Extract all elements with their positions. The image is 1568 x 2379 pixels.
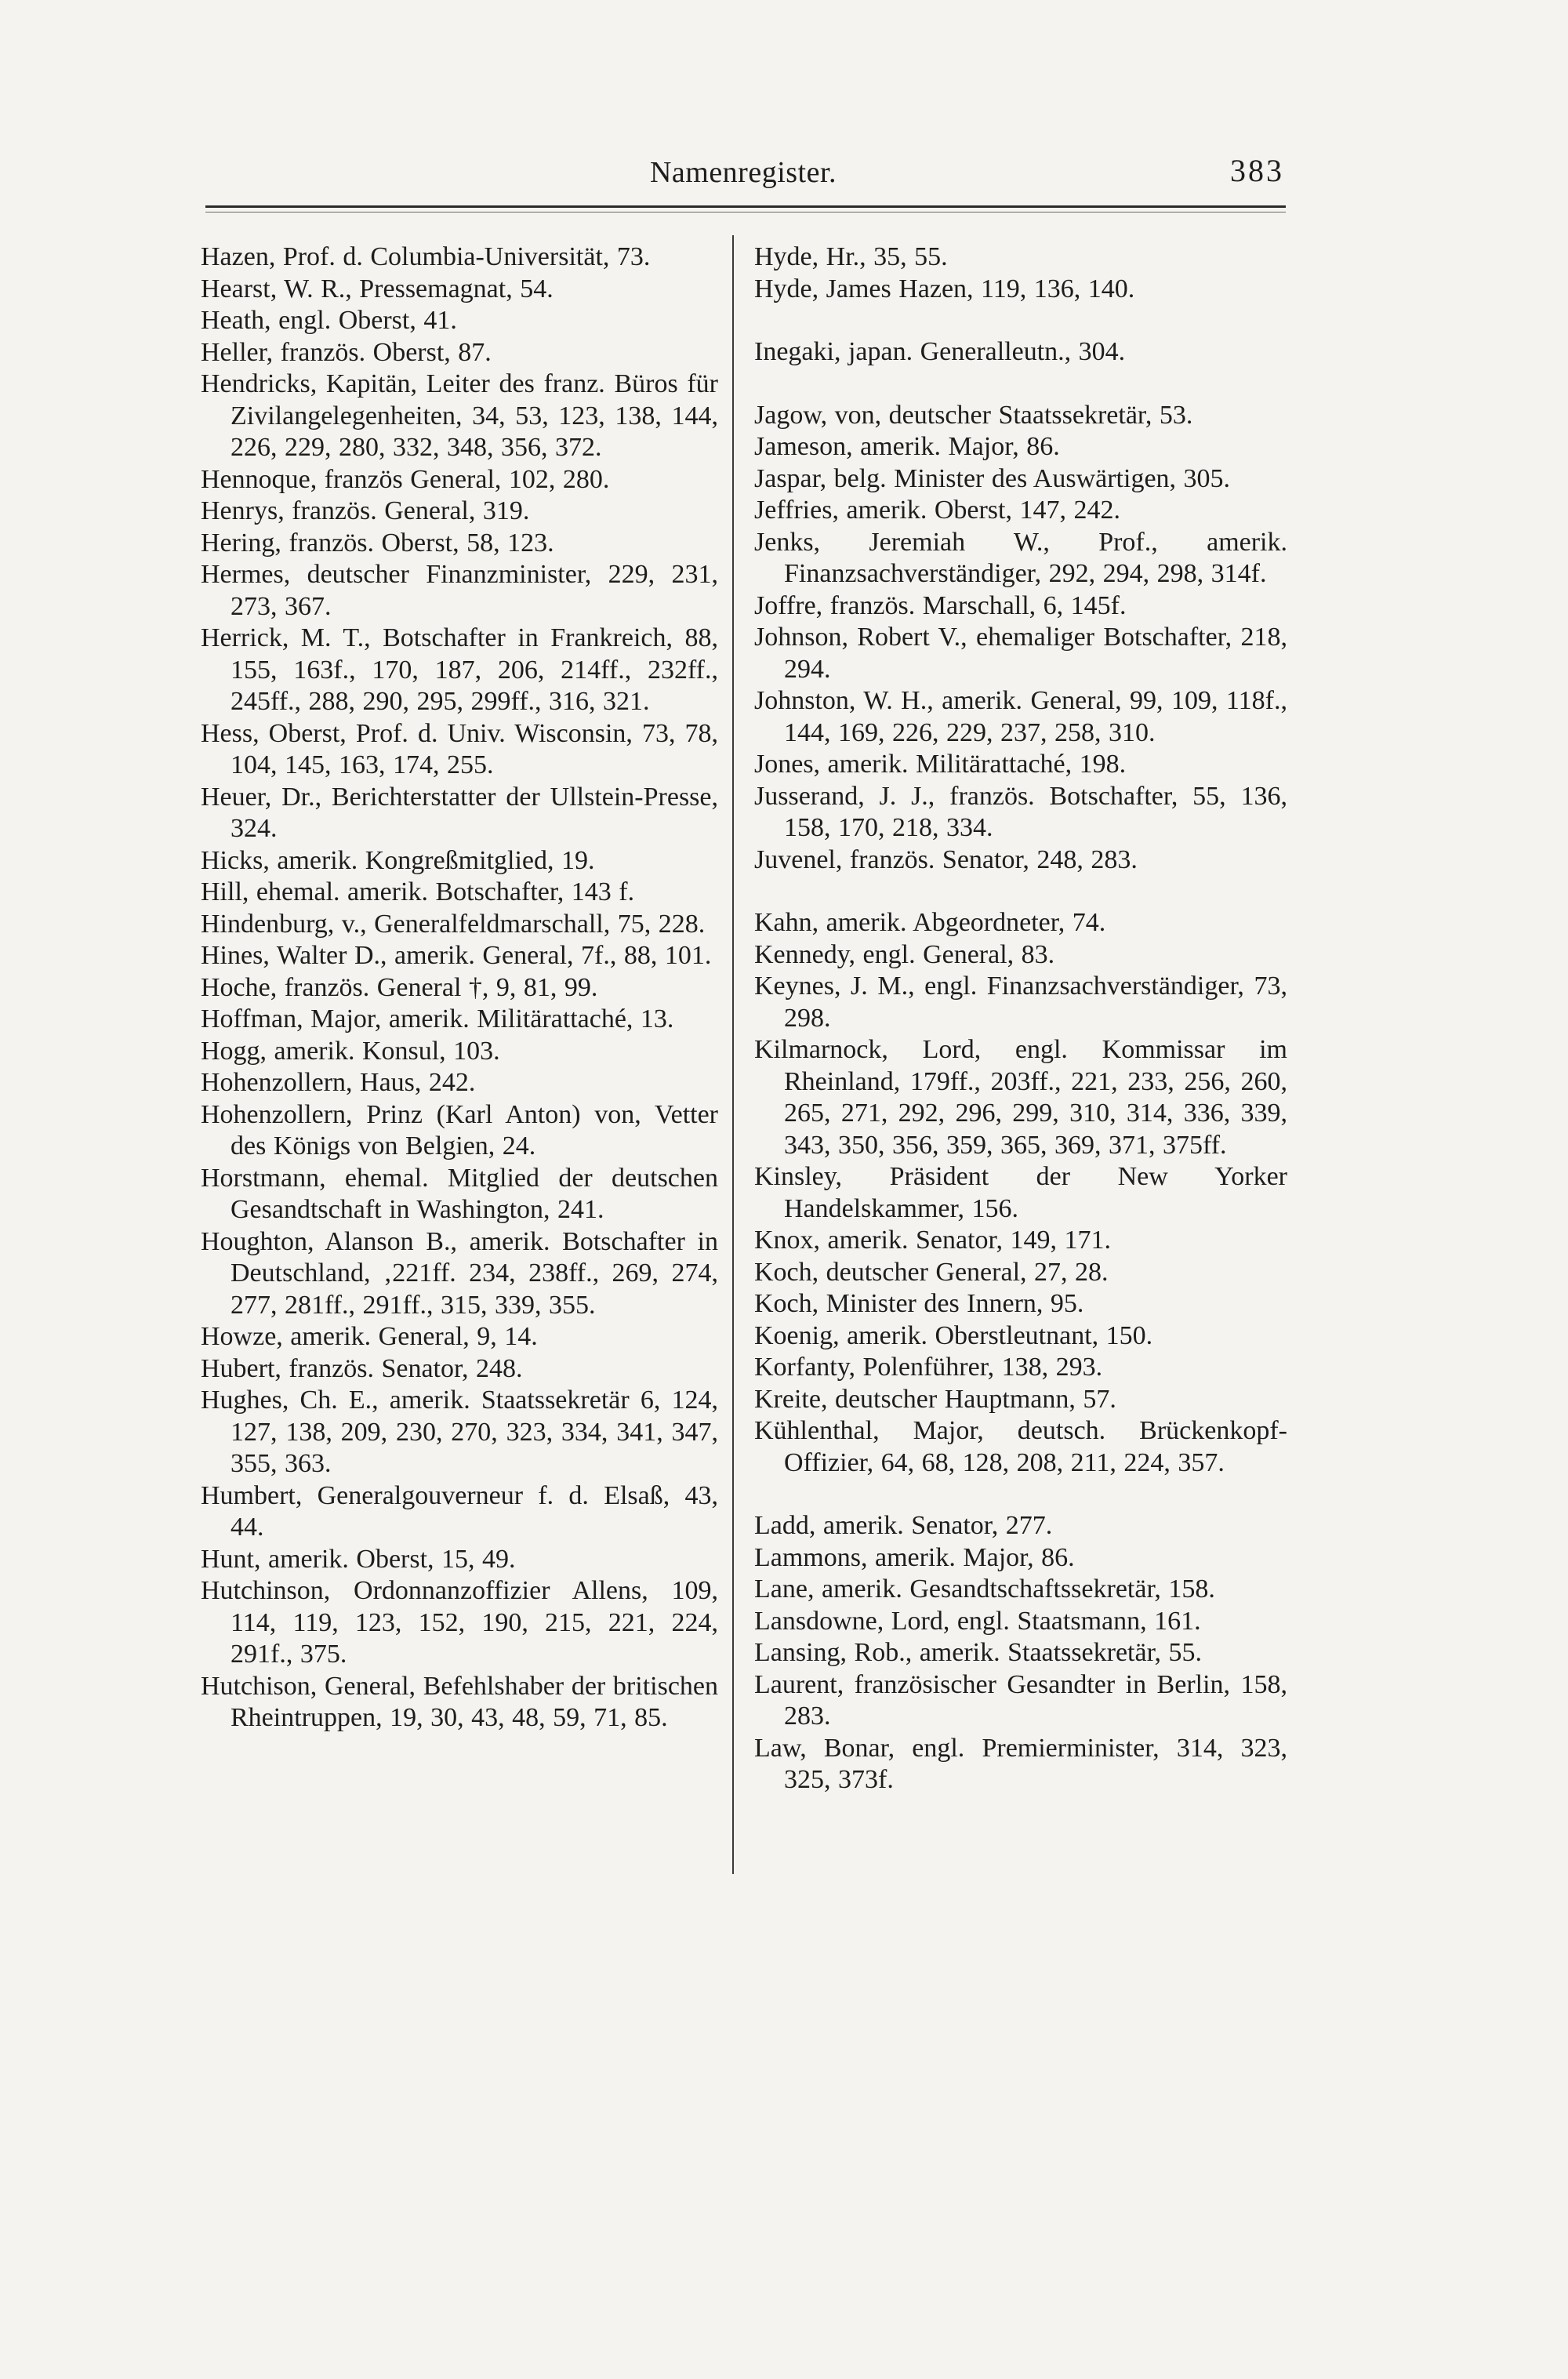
index-entry: Horstmann, ehemal. Mitglied der deutschen Gesandtschaft in Washington, 241. <box>201 1163 718 1224</box>
index-entry: Law, Bonar, engl. Premierminister, 314, 323, 325, 373f. <box>754 1733 1287 1794</box>
index-entry: Koch, Minister des Innern, 95. <box>754 1289 1084 1318</box>
index-entry: Hunt, amerik. Oberst, 15, 49. <box>201 1544 516 1574</box>
index-entry: Kinsley, Präsident der New Yorker Handelskammer, 156. <box>754 1162 1287 1223</box>
index-entry: Hohenzollern, Prinz (Karl Anton) von, Vetter des Königs von Belgien, 24. <box>201 1099 718 1160</box>
index-entry: Kilmarnock, Lord, engl. Kommissar im Rheinland, 179ff., 203ff., 221, 233, 256, 260, 265, 271, 292, 296, 299, 310, 314, 336, 339, 343, 350, 356, 359, 365, 369, 371, 375ff. <box>754 1035 1287 1160</box>
header-rule <box>205 205 1286 208</box>
index-entry: Kühlenthal, Major, deutsch. Brückenkopf-Offizier, 64, 68, 128, 208, 211, 224, 357. <box>754 1416 1287 1477</box>
index-entry: Hendricks, Kapitän, Leiter des franz. Büros für Zivilangelegenheiten, 34, 53, 123, 138, 144, 226, 229, 280, 332, 348, 356, 372. <box>201 369 718 462</box>
index-entry: Hohenzollern, Haus, 242. <box>201 1068 476 1097</box>
index-entry: Hoche, französ. General †, 9, 81, 99. <box>201 972 598 1002</box>
right-column <box>754 242 1287 1796</box>
index-entry: Hermes, deutscher Finanzminister, 229, 231, 273, 367. <box>201 560 718 621</box>
index-entry: Jagow, von, deutscher Staatssekretär, 53. <box>754 400 1193 430</box>
index-entry: Hess, Oberst, Prof. d. Univ. Wisconsin, 73, 78, 104, 145, 163, 174, 255. <box>201 718 718 779</box>
index-entry: Johnston, W. H., amerik. General, 99, 109, 118f., 144, 169, 226, 229, 237, 258, 310. <box>754 686 1287 747</box>
index-entry: Inegaki, japan. Generalleutn., 304. <box>754 337 1126 366</box>
index-entry: Hindenburg, v., Generalfeldmarschall, 75, 228. <box>201 909 706 939</box>
index-entry: Lansdowne, Lord, engl. Staatsmann, 161. <box>754 1606 1201 1636</box>
index-entry: Jeffries, amerik. Oberst, 147, 242. <box>754 496 1120 525</box>
index-entry: Ladd, amerik. Senator, 277. <box>754 1511 1053 1540</box>
index-entry: Hazen, Prof. d. Columbia-Universität, 73. <box>201 242 651 271</box>
index-entry: Houghton, Alanson B., amerik. Botschafter in Deutschland, ‚221ff. 234, 238ff., 269, 274, 277, 281ff., 291ff., 315, 339, 355. <box>201 1226 718 1320</box>
index-entry: Kennedy, engl. General, 83. <box>754 939 1055 969</box>
index-entry: Humbert, Generalgouverneur f. d. Elsaß, 43, 44. <box>201 1480 718 1542</box>
index-entry: Hill, ehemal. amerik. Botschafter, 143 f. <box>201 877 635 906</box>
index-entry: Hines, Walter D., amerik. General, 7f., 88, 101. <box>201 941 712 970</box>
index-entry: Hyde, Hr., 35, 55. <box>754 242 948 271</box>
index-entry: Henrys, französ. General, 319. <box>201 496 530 525</box>
index-entry: Laurent, französischer Gesandter in Berlin, 158, 283. <box>754 1669 1287 1731</box>
index-entry: Hutchison, General, Befehlshaber der britischen Rheintruppen, 19, 30, 43, 48, 59, 71, 85. <box>201 1671 718 1732</box>
index-entry: Hearst, W. R., Pressemagnat, 54. <box>201 274 554 303</box>
index-entry: Hutchinson, Ordonnanzoffizier Allens, 109, 114, 119, 123, 152, 190, 215, 221, 224, 291f., 375. <box>201 1576 718 1669</box>
index-entry: Hyde, James Hazen, 119, 136, 140. <box>754 274 1135 303</box>
index-entry: Herrick, M. T., Botschafter in Frankreich, 88, 155, 163f., 170, 187, 206, 214ff., 232ff., 245ff., 288, 290, 295, 299ff., 316, 321. <box>201 623 718 716</box>
index-entry: Knox, amerik. Senator, 149, 171. <box>754 1226 1111 1255</box>
index-entry: Joffre, französ. Marschall, 6, 145f. <box>754 590 1127 620</box>
running-title: Namenregister. <box>649 156 837 189</box>
index-entry: Hogg, amerik. Konsul, 103. <box>201 1036 500 1066</box>
index-entry: Koch, deutscher General, 27, 28. <box>754 1257 1109 1287</box>
index-entry: Juvenel, französ. Senator, 248, 283. <box>754 844 1138 874</box>
index-entry: Keynes, J. M., engl. Finanzsachverständiger, 73, 298. <box>754 972 1287 1033</box>
index-entry: Jones, amerik. Militärattaché, 198. <box>754 750 1127 779</box>
index-entry: Jaspar, belg. Minister des Auswärtigen, 305. <box>754 463 1231 493</box>
index-entry: Hennoque, französ General, 102, 280. <box>201 464 610 494</box>
index-entry: Hubert, französ. Senator, 248. <box>201 1353 523 1383</box>
index-entry: Hoffman, Major, amerik. Militärattaché, 13. <box>201 1004 674 1033</box>
index-entry: Hering, französ. Oberst, 58, 123. <box>201 528 554 558</box>
index-entry: Koenig, amerik. Oberstleutnant, 150. <box>754 1320 1153 1350</box>
index-entry: Heath, engl. Oberst, 41. <box>201 306 457 335</box>
index-entry: Howze, amerik. General, 9, 14. <box>201 1322 538 1351</box>
index-entry: Jameson, amerik. Major, 86. <box>754 432 1060 461</box>
page-number: 383 <box>1230 153 1284 188</box>
index-entry: Jusserand, J. J., französ. Botschafter, 55, 136, 158, 170, 218, 334. <box>754 781 1287 842</box>
index-entry: Lammons, amerik. Major, 86. <box>754 1542 1075 1572</box>
column-divider <box>732 235 734 1874</box>
page-header <box>202 155 1284 202</box>
index-entry: Hughes, Ch. E., amerik. Staatssekretär 6, 124, 127, 138, 209, 230, 270, 323, 334, 341, 347, 355, 363. <box>201 1386 718 1478</box>
index-entry: Johnson, Robert V., ehemaliger Botschafter, 218, 294. <box>754 623 1287 684</box>
index-entry: Heller, französ. Oberst, 87. <box>201 337 492 367</box>
index-entry: Kahn, amerik. Abgeordneter, 74. <box>754 908 1106 937</box>
index-entry: Hicks, amerik. Kongreßmitglied, 19. <box>201 845 595 875</box>
index-entry: Heuer, Dr., Berichterstatter der Ullstein-Presse, 324. <box>201 782 718 843</box>
index-entry: Korfanty, Polenführer, 138, 293. <box>754 1353 1103 1382</box>
index-entry: Kreite, deutscher Hauptmann, 57. <box>754 1384 1116 1414</box>
index-entry: Lane, amerik. Gesandtschaftssekretär, 158. <box>754 1574 1215 1604</box>
index-entry: Jenks, Jeremiah W., Prof., amerik. Finanzsachverständiger, 292, 294, 298, 314f. <box>754 527 1287 588</box>
left-column <box>201 242 718 1734</box>
index-entry: Lansing, Rob., amerik. Staatssekretär, 55. <box>754 1638 1203 1667</box>
